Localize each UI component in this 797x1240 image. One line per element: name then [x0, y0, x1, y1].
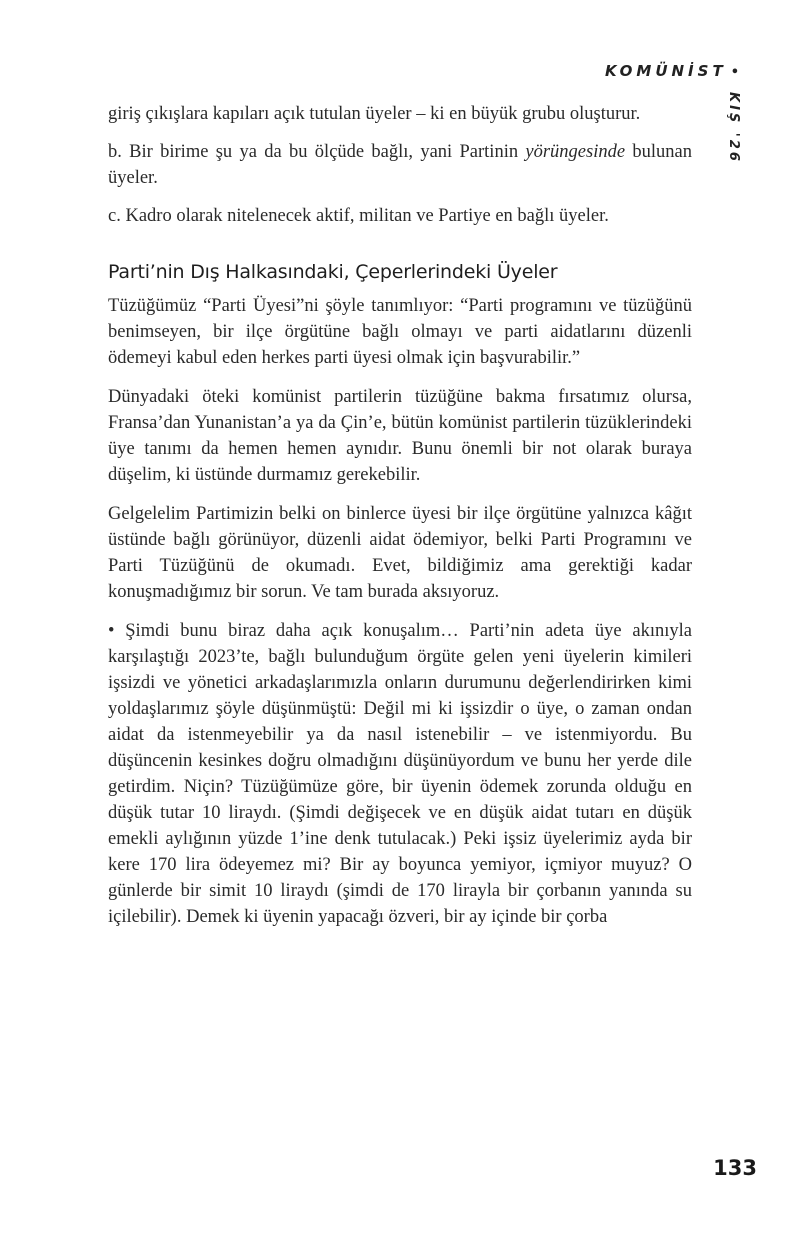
- list-item-c: c. Kadro olarak nitelenecek aktif, militan ve Partiye en bağlı üyeler.: [108, 206, 609, 226]
- list-item-b-text: b. Bir birime şu ya da bu ölçüde bağlı, yani Partinin: [108, 142, 526, 162]
- list-item-b-text-end: bulunan üyeler.: [108, 142, 692, 188]
- list-item-b: [108, 139, 692, 191]
- page-number: 133: [713, 1156, 757, 1180]
- bullet-icon: •: [730, 65, 739, 80]
- paragraph-3: Gelgelelim Partimizin belki on binlerce üyesi bir ilçe örgütüne yalnızca kâğıt üstünde bağlı görünüyor, düzenli aidat ödemiyor, belki Parti Programını ve Parti Tüzüğünü de okumadı. Evet, bildiğimiz ama gerektiği kadar konuşmadığımız bir sorun. Ve tam burada aksıyoruz.: [108, 504, 692, 602]
- running-head: [605, 62, 739, 80]
- section-heading: Parti’nin Dış Halkasındaki, Çeperlerindeki Üyeler: [108, 261, 558, 283]
- issue-label: KIŞ '26: [726, 92, 741, 164]
- list-item-a-continuation: giriş çıkışlara kapıları açık tutulan üyeler – ki en büyük grubu oluşturur.: [108, 104, 641, 124]
- page-body: [108, 101, 692, 943]
- paragraph-4: • Şimdi bunu biraz daha açık konuşalım… Parti’nin adeta üye akınıyla karşılaştığı 2023’te, bağlı bulunduğum örgüte gelen yeni üyelerin kimileri işsizdi ve yönetici arkadaşlarımızla onların durumunu değerlendirirken kimi yoldaşlarımız şöyle düşünmüştü: Değil mi ki işsizdir o üye, o zaman ondan aidat da istenmeyebilir ya da nasıl istenebilir – ve istenmiyordu. Bu düşüncenin kesinkes doğru olmadığını düşünüyordum ve bunu her yerde dile getirdim. Niçin? Tüzüğümüze göre, bir üyenin ödemek zorunda olduğu en düşük tutar 10 liraydı. (Şimdi değişecek ve en düşük aidat tutarı en düşük emekli aylığının yüzde 1’ine denk tutulacak.) Peki işsiz üyelerimiz ayda bir kere 170 lira ödeyemez mi? Bir ay boyunca yemiyor, içmiyor muyuz? O günlerde bir simit 10 liraydı (şimdi de 170 lirayla bir çorbanın yanında su içilebilir). Demek ki üyenin yapacağı özveri, bir ay içinde bir çorba: [108, 621, 692, 927]
- list-item-b-emphasis: yörüngesinde: [525, 142, 626, 162]
- magazine-title: KOMÜNİST: [604, 62, 727, 80]
- paragraph-2: Dünyadaki öteki komünist partilerin tüzüğüne bakma fırsatımız olursa, Fransa’dan Yunanistan’a ya da Çin’e, bütün komünist partilerin tüzüklerindeki üye tanımı da hemen hemen aynıdır. Bunu önemli bir not olarak buraya düşelim, ki üstünde durmamız gerekebilir.: [108, 387, 692, 485]
- paragraph-1: Tüzüğümüz “Parti Üyesi”ni şöyle tanımlıyor: “Parti programını ve tüzüğünü benimseyen, bir ilçe örgütüne bağlı olmayı ve parti aidatlarını düzenli ödemeyi kabul eden herkes parti üyesi olmak için başvurabilir.”: [108, 296, 692, 368]
